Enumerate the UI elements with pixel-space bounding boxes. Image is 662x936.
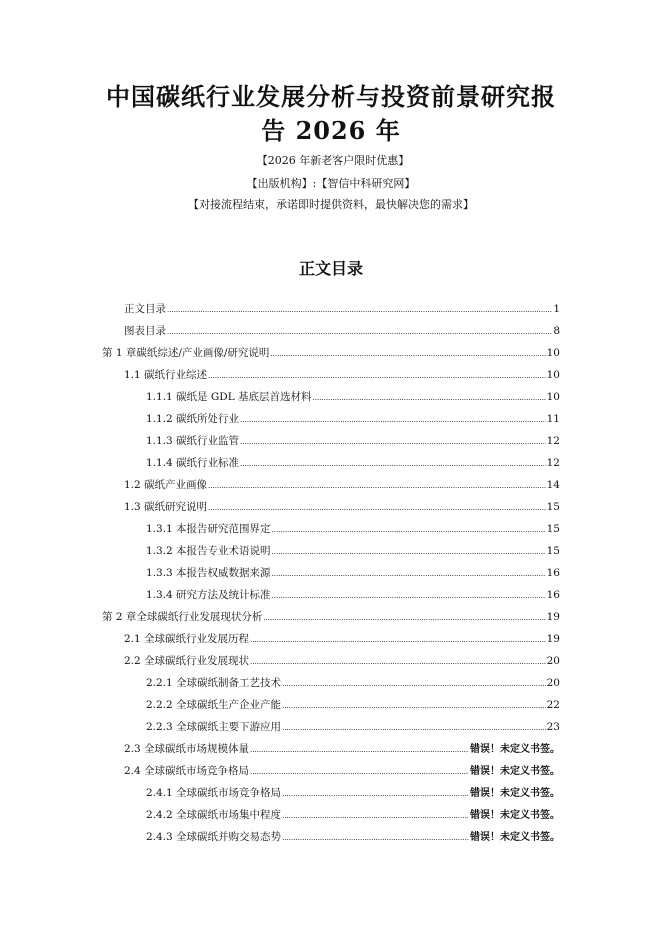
toc-entry-page: 10 <box>546 391 560 403</box>
leader-dots <box>272 541 546 562</box>
toc-entry-label: 1.3.2 本报告专业术语说明 <box>146 545 271 557</box>
toc-entry-label: 2.4.2 全球碳纸市场集中程度 <box>146 809 282 821</box>
toc-entry-label: 2.1 全球碳纸行业发展历程 <box>124 633 250 645</box>
toc-entry[interactable] <box>124 739 560 759</box>
leader-dots <box>208 365 546 386</box>
toc-entry-label: 1.1.4 碳纸行业标准 <box>146 457 240 469</box>
toc-entry[interactable] <box>146 563 560 583</box>
toc-entry[interactable] <box>124 299 560 319</box>
toc-entry-error: 错误！未定义书签。 <box>470 744 560 755</box>
promo-note: 【2026 年新老客户限时优惠】 <box>256 154 410 167</box>
toc-entry[interactable] <box>124 497 560 517</box>
leader-dots <box>208 475 546 496</box>
leader-dots <box>313 387 546 408</box>
toc-entry-label: 1.1 碳纸行业综述 <box>124 369 208 381</box>
toc-entry[interactable] <box>146 431 560 451</box>
toc-entry-label: 第 2 章全球碳纸行业发展现状分析 <box>102 611 263 623</box>
toc-entry-label: 1.1.1 碳纸是 GDL 基底层首选材料 <box>146 391 312 403</box>
toc-entry-label: 2.3 全球碳纸市场规模体量 <box>124 743 250 755</box>
toc-entry-label: 第 1 章碳纸综述/产业画像/研究说明 <box>102 347 270 359</box>
toc-entry-error: 错误！未定义书签。 <box>470 810 560 821</box>
toc-entry-error: 错误！未定义书签。 <box>470 832 560 843</box>
leader-dots <box>250 651 546 672</box>
leader-dots <box>282 805 469 826</box>
toc-entry[interactable] <box>146 585 560 605</box>
leader-dots <box>240 409 546 430</box>
leader-dots <box>250 629 546 650</box>
toc-entry-page: 20 <box>546 677 560 689</box>
toc-entry-page: 22 <box>546 699 560 711</box>
toc-entry-label: 正文目录 <box>124 303 166 315</box>
leader-dots <box>208 497 546 518</box>
leader-dots <box>250 739 469 760</box>
toc-entry-page: 15 <box>546 501 560 513</box>
toc-entry-label: 1.3 碳纸研究说明 <box>124 501 208 513</box>
toc-entry[interactable] <box>146 409 560 429</box>
toc-entry-label: 1.1.2 碳纸所处行业 <box>146 413 240 425</box>
toc-entry-page: 10 <box>546 347 560 359</box>
leader-dots <box>282 673 546 694</box>
report-title <box>0 80 662 148</box>
toc-entry[interactable] <box>146 453 560 473</box>
leader-dots <box>250 761 469 782</box>
toc-entry[interactable] <box>146 387 560 407</box>
toc-entry[interactable] <box>124 651 560 671</box>
toc-entry-page: 15 <box>546 545 560 557</box>
toc-entry-page: 16 <box>546 589 560 601</box>
leader-dots <box>282 783 469 804</box>
publisher-note: 【出版机构】:【智信中科研究网】 <box>246 177 416 190</box>
toc-entry-label: 2.4.3 全球碳纸并购交易态势 <box>146 831 282 843</box>
leader-dots <box>263 607 545 628</box>
toc-entry-page: 19 <box>546 611 560 623</box>
service-note: 【对接流程结束，承诺即时提供资料，最快解决您的需求】 <box>188 198 474 211</box>
toc-entry-page: 1 <box>553 303 560 315</box>
leader-dots <box>282 695 546 716</box>
toc-entry-label: 2.2.2 全球碳纸生产企业产能 <box>146 699 282 711</box>
toc-entry-label: 1.3.1 本报告研究范围界定 <box>146 523 271 535</box>
report-title-line-1: 中国碳纸行业发展分析与投资前景研究报 <box>106 82 556 111</box>
toc-entry-page: 16 <box>546 567 560 579</box>
toc-entry[interactable] <box>124 761 560 781</box>
toc-entry[interactable] <box>124 321 560 341</box>
toc-entry[interactable] <box>146 541 560 561</box>
toc-entry-label: 1.2 碳纸产业画像 <box>124 479 208 491</box>
toc-entry[interactable] <box>146 827 560 847</box>
leader-dots <box>240 453 546 474</box>
toc-entry-page: 11 <box>546 413 560 425</box>
toc-entry-page: 20 <box>546 655 560 667</box>
toc-entry-label: 2.2 全球碳纸行业发展现状 <box>124 655 250 667</box>
toc-entry-label: 2.4.1 全球碳纸市场竞争格局 <box>146 787 282 799</box>
leader-dots <box>282 717 546 738</box>
toc-entry-error: 错误！未定义书签。 <box>470 766 560 777</box>
leader-dots <box>167 321 552 342</box>
toc-entry-error: 错误！未定义书签。 <box>470 788 560 799</box>
toc-entry-label: 2.2.3 全球碳纸主要下游应用 <box>146 721 282 733</box>
toc-entry-label: 2.4 全球碳纸市场竞争格局 <box>124 765 250 777</box>
toc-entry-label: 1.1.3 碳纸行业监管 <box>146 435 240 447</box>
toc-entry[interactable] <box>124 365 560 385</box>
leader-dots <box>272 563 546 584</box>
toc-entry-page: 10 <box>546 369 560 381</box>
toc-entry-page: 14 <box>546 479 560 491</box>
toc-entry[interactable] <box>124 475 560 495</box>
toc-entry-page: 8 <box>553 325 560 337</box>
leader-dots <box>167 299 552 320</box>
leader-dots <box>282 827 469 848</box>
leader-dots <box>272 519 546 540</box>
toc-entry-page: 23 <box>546 721 560 733</box>
toc-entry[interactable] <box>124 629 560 649</box>
toc-entry[interactable] <box>146 717 560 737</box>
toc-entry[interactable] <box>146 783 560 803</box>
toc-heading: 正文目录 <box>298 259 363 278</box>
toc-entry[interactable] <box>146 519 560 539</box>
toc-entry[interactable] <box>146 673 560 693</box>
toc-entry[interactable] <box>102 343 560 363</box>
toc-entry-label: 1.3.3 本报告权威数据来源 <box>146 567 271 579</box>
toc-entry-label: 图表目录 <box>124 325 166 337</box>
toc-entry-page: 19 <box>546 633 560 645</box>
report-title-line-2: 告 2026 年 <box>261 116 401 145</box>
leader-dots <box>272 585 546 606</box>
toc-entry[interactable] <box>102 607 560 627</box>
toc-entry-label: 1.3.4 研究方法及统计标准 <box>146 589 271 601</box>
leader-dots <box>240 431 546 452</box>
leader-dots <box>270 343 545 364</box>
toc-entry-page: 15 <box>546 523 560 535</box>
toc-entry-label: 2.2.1 全球碳纸制备工艺技术 <box>146 677 282 689</box>
toc-entry[interactable] <box>146 695 560 715</box>
toc-entry[interactable] <box>146 805 560 825</box>
toc-entry-page: 12 <box>546 457 560 469</box>
toc-entry-page: 12 <box>546 435 560 447</box>
